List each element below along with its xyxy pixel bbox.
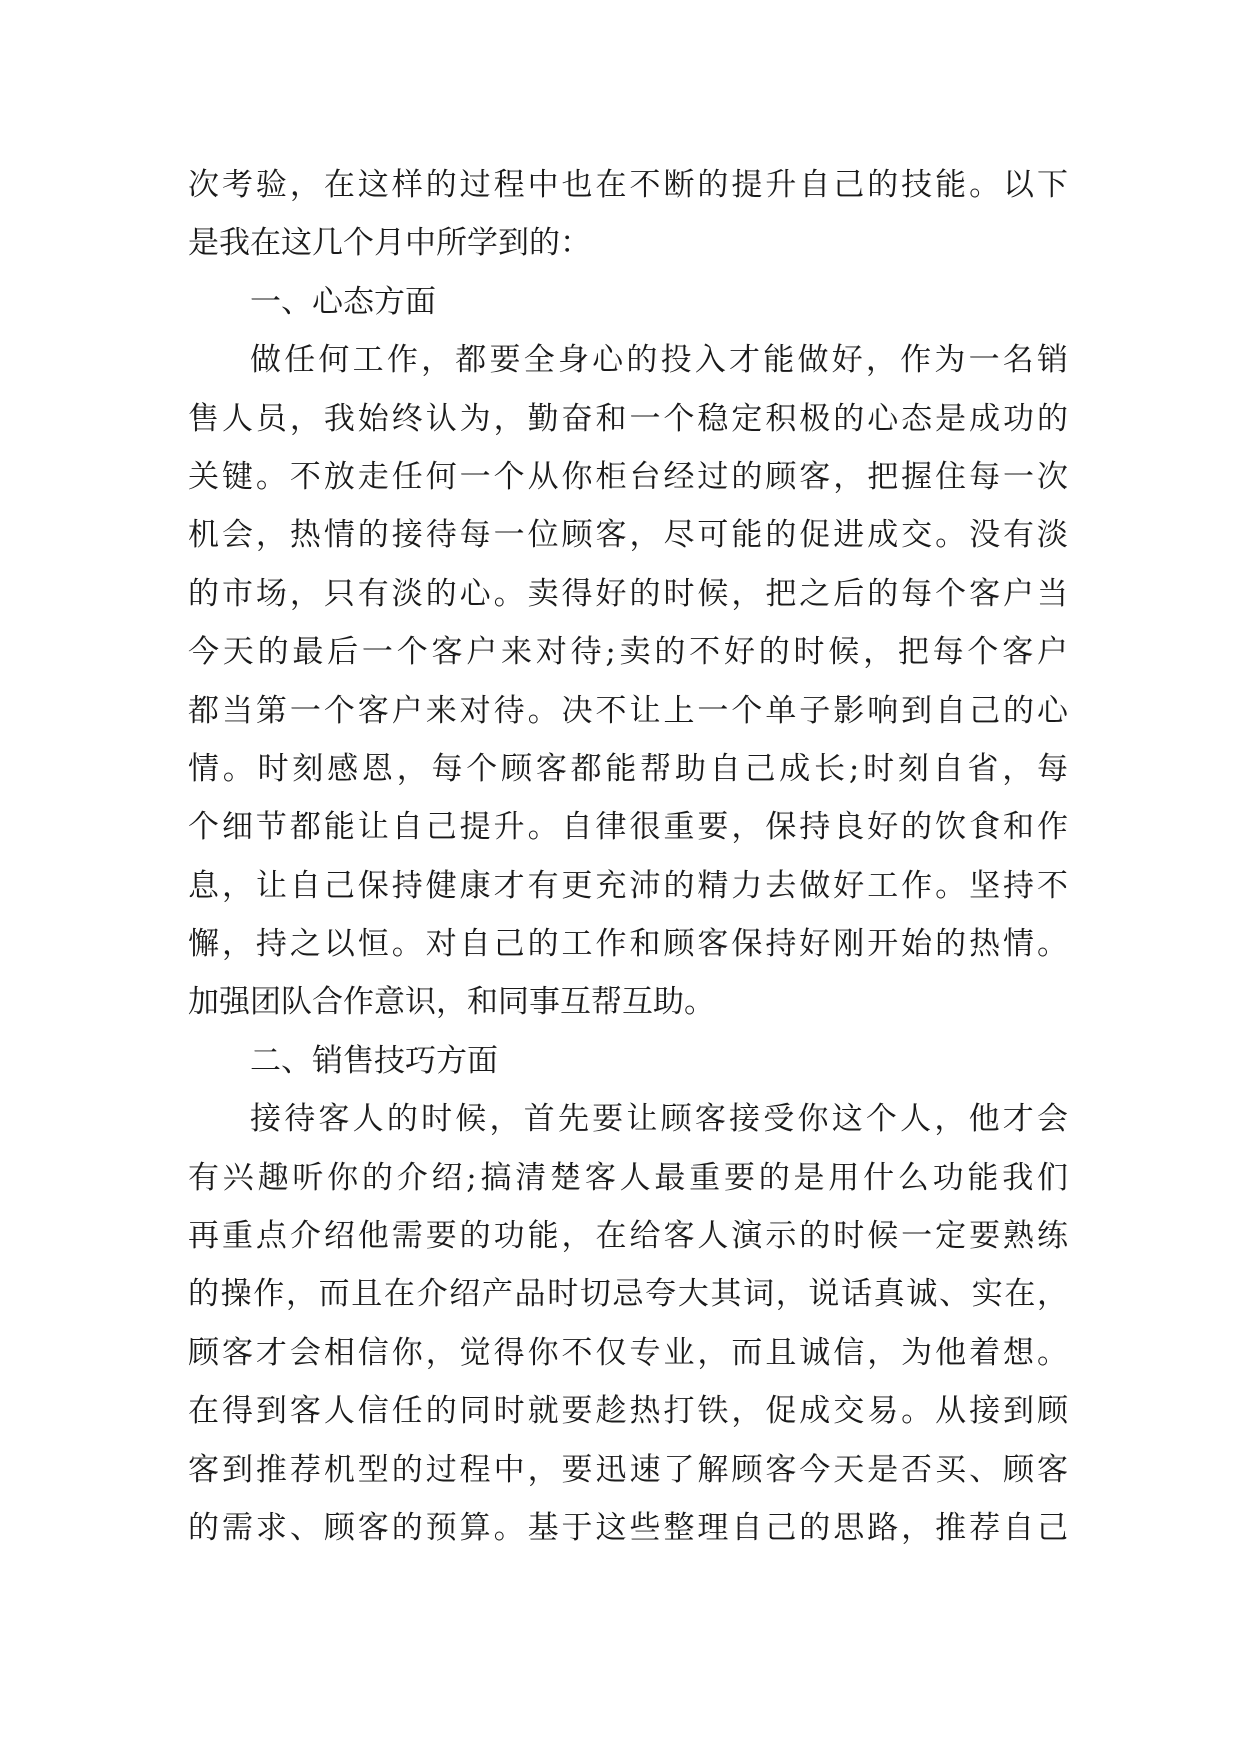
- text-line: 客到推荐机型的过程中，要迅速了解顾客今天是否买、顾客: [188, 1451, 1068, 1488]
- text-line: 接待客人的时候，首先要让顾客接受你这个人，他才会: [250, 1101, 1068, 1138]
- text-line: 的市场，只有淡的心。卖得好的时候，把之后的每个客户当: [188, 575, 1068, 612]
- text-line: 有兴趣听你的介绍;搞清楚客人最重要的是用什么功能我们: [188, 1159, 1068, 1196]
- text-line: 的操作，而且在介绍产品时切忌夸大其词，说话真诚、实在，: [188, 1276, 1068, 1313]
- text-line: 是我在这几个月中所学到的：: [188, 225, 591, 262]
- text-line: 关键。不放走任何一个从你柜台经过的顾客，把握住每一次: [188, 458, 1068, 495]
- text-line: 情。时刻感恩，每个顾客都能帮助自己成长;时刻自省，每: [188, 750, 1068, 787]
- text-line: 今天的最后一个客户来对待;卖的不好的时候，把每个客户: [188, 634, 1068, 671]
- text-line: 加强团队合作意识，和同事互帮互助。: [188, 984, 715, 1021]
- text-line: 都当第一个客户来对待。决不让上一个单子影响到自己的心: [188, 692, 1068, 729]
- text-line: 个细节都能让自己提升。自律很重要，保持良好的饮食和作: [188, 809, 1068, 846]
- text-line: 息，让自己保持健康才有更充沛的精力去做好工作。坚持不: [188, 867, 1068, 904]
- text-line: 再重点介绍他需要的功能，在给客人演示的时候一定要熟练: [188, 1218, 1068, 1255]
- section-heading-mindset: 一、心态方面: [250, 283, 436, 320]
- text-line: 机会，热情的接待每一位顾客，尽可能的促进成交。没有淡: [188, 517, 1068, 554]
- section-heading-sales-skills: 二、销售技巧方面: [250, 1042, 498, 1079]
- text-line: 在得到客人信任的同时就要趁热打铁，促成交易。从接到顾: [188, 1393, 1068, 1430]
- text-line: 次考验，在这样的过程中也在不断的提升自己的技能。以下: [188, 167, 1068, 203]
- text-line: 售人员，我始终认为，勤奋和一个稳定积极的心态是成功的: [188, 400, 1068, 437]
- text-line: 顾客才会相信你，觉得你不仅专业，而且诚信，为他着想。: [188, 1334, 1068, 1371]
- text-line: 的需求、顾客的预算。基于这些整理自己的思路，推荐自己: [188, 1509, 1068, 1546]
- body-text: [188, 156, 1068, 1557]
- text-line: 懈，持之以恒。对自己的工作和顾客保持好刚开始的热情。: [188, 926, 1068, 963]
- text-line: 做任何工作，都要全身心的投入才能做好，作为一名销: [250, 342, 1068, 379]
